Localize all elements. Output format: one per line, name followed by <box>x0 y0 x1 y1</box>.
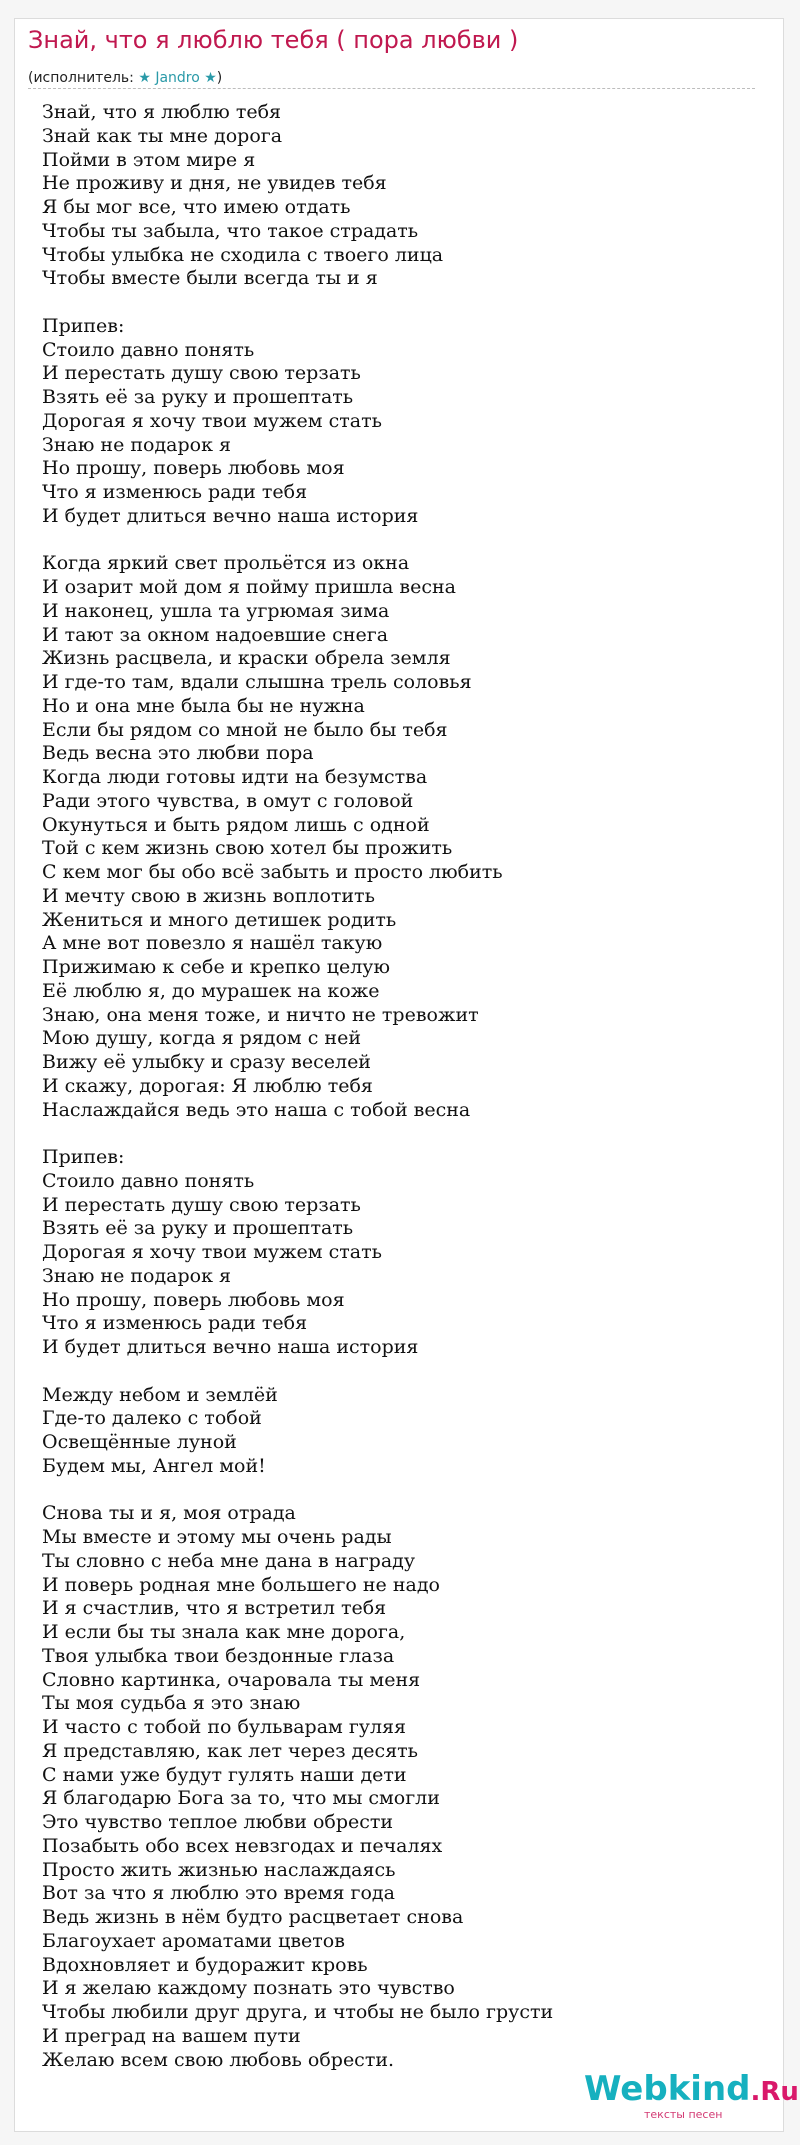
lyric-line: Ты моя судьба я это знаю <box>42 1692 301 1715</box>
lyric-line: И наконец, ушла та угрюмая зима <box>42 599 390 622</box>
lyric-line: Припев: <box>42 314 125 337</box>
lyric-line: И если бы ты знала как мне дорога, <box>42 1621 406 1643</box>
lyric-line: И я счастлив, что я встретил тебя <box>42 1597 387 1620</box>
blank-line <box>42 1122 553 1146</box>
lyric-line: Когда люди готовы идти на безумства <box>42 766 428 788</box>
lyric-line: С нами уже будут гулять наши дети <box>42 1763 407 1786</box>
lyric-line: Я представляю, как лет через десять <box>42 1739 419 1762</box>
lyric-line: Вот за что я люблю это время года <box>42 1882 395 1905</box>
lyric-line: Взять её за руку и прошептать <box>42 386 354 408</box>
lyric-line: И тают за окном надоевшие снега <box>42 623 389 646</box>
lyric-line: Не проживу и дня, не увидев тебя <box>42 172 387 195</box>
blank-line <box>42 291 553 315</box>
lyric-line: Стоило давно понять <box>42 1169 255 1192</box>
lyric-line: И будет длиться вечно наша история <box>42 504 419 527</box>
song-title: Знай, что я люблю тебя ( пора любви ) <box>28 26 519 54</box>
lyric-line: Но и она мне была бы не нужна <box>42 694 365 717</box>
lyric-line: Вдохновляет и будоражит кровь <box>42 1953 368 1976</box>
logo-tagline: тексты песен <box>644 2108 723 2121</box>
lyric-line: Ведь весна это любви пора <box>42 742 314 765</box>
lyric-line: Её люблю я, до мурашек на коже <box>42 979 380 1002</box>
lyric-line: Мы вместе и этому мы очень рады <box>42 1526 392 1548</box>
lyric-line: Будем мы, Ангел мой! <box>42 1454 266 1477</box>
artist-link[interactable]: ★ Jandro ★ <box>138 70 217 86</box>
lyric-line: Знай, что я люблю тебя <box>42 101 282 123</box>
lyric-line: Прижимаю к себе и крепко целую <box>42 956 391 978</box>
lyric-line: Чтобы любили друг друга, и чтобы не было грусти <box>42 2001 554 2023</box>
lyric-line: Припев: <box>42 1146 125 1168</box>
lyric-line: Это чувство теплое любви обрести <box>42 1811 394 1833</box>
lyric-line: Пойми в этом мире я <box>42 148 256 171</box>
lyric-line: А мне вот повезло я нашёл такую <box>42 932 383 955</box>
lyric-line: Словно картинка, очаровала ты меня <box>42 1668 421 1691</box>
lyric-line: Ты словно с неба мне дана в награду <box>42 1549 416 1572</box>
artist-prefix: (исполнитель: <box>28 70 139 86</box>
lyric-line: Освещённые луной <box>42 1431 237 1453</box>
lyric-line: Что я изменюсь ради тебя <box>42 481 308 503</box>
blank-line <box>42 1479 553 1503</box>
lyric-line: И перестать душу свою терзать <box>42 362 361 385</box>
lyric-line: Где-то далеко с тобой <box>42 1407 262 1430</box>
lyric-line: Но прошу, поверь любовь моя <box>42 1288 345 1311</box>
lyric-line: Желаю всем свою любовь обрести. <box>42 2048 395 2071</box>
lyric-line: И преград на вашем пути <box>42 2024 301 2047</box>
lyric-line: Но прошу, поверь любовь моя <box>42 457 345 480</box>
artist-line <box>28 70 755 89</box>
lyrics-text <box>42 101 553 2072</box>
lyric-line: Жизнь расцвела, и краски обрела земля <box>42 647 451 670</box>
lyric-line: Знаю, она меня тоже, и ничто не тревожит <box>42 1003 479 1026</box>
lyric-line: Снова ты и я, моя отрада <box>42 1502 296 1525</box>
lyric-line: Просто жить жизнью наслаждаясь <box>42 1858 396 1881</box>
logo-main-text: Webkind <box>584 2069 751 2109</box>
lyric-line: Если бы рядом со мной не было бы тебя <box>42 718 448 741</box>
lyric-line: И часто с тобой по бульварам гуляя <box>42 1716 407 1738</box>
lyric-line: Чтобы улыбка не сходила с твоего лица <box>42 243 444 266</box>
lyric-line: Той с кем жизнь свою хотел бы прожить <box>42 837 453 860</box>
lyric-line: Взять её за руку и прошептать <box>42 1217 354 1240</box>
lyric-line: И я желаю каждому познать это чувство <box>42 1977 455 2000</box>
lyric-line: Когда яркий свет прольётся из окна <box>42 552 410 575</box>
lyric-line: Позабыть обо всех невзгодах и печалях <box>42 1834 443 1857</box>
blank-line <box>42 529 553 553</box>
lyric-line: Между небом и землёй <box>42 1383 278 1406</box>
lyric-line: Чтобы ты забыла, что такое страдать <box>42 219 419 242</box>
lyric-line: И озарит мой дом я пойму пришла весна <box>42 576 456 598</box>
logo-domain-suffix: .Ru <box>750 2077 799 2107</box>
lyric-line: Ради этого чувства, в омут с головой <box>42 789 414 812</box>
lyric-line: И перестать душу свою терзать <box>42 1193 361 1216</box>
lyric-line: Чтобы вместе были всегда ты и я <box>42 267 378 290</box>
lyric-line: И скажу, дорогая: Я люблю тебя <box>42 1074 373 1097</box>
lyric-line: Дорогая я хочу твои мужем стать <box>42 1241 382 1263</box>
artist-suffix: ) <box>216 70 223 86</box>
lyric-line: Вижу её улыбку и сразу веселей <box>42 1051 371 1073</box>
lyric-line: И мечту свою в жизнь воплотить <box>42 884 375 907</box>
blank-line <box>42 1360 553 1384</box>
site-logo[interactable] <box>584 2069 799 2109</box>
lyric-line: И поверь родная мне большего не надо <box>42 1573 440 1596</box>
lyric-line: Знай как ты мне дорога <box>42 124 283 147</box>
lyric-line: Я благодарю Бога за то, что мы смогли <box>42 1787 440 1810</box>
lyric-line: Наслаждайся ведь это наша с тобой весна <box>42 1098 471 1121</box>
lyric-line: Окунуться и быть рядом лишь с одной <box>42 813 430 836</box>
lyric-line: Я бы мог все, что имею отдать <box>42 196 351 218</box>
lyric-line: Стоило давно понять <box>42 338 255 361</box>
lyric-line: Мою душу, когда я рядом с ней <box>42 1027 361 1050</box>
lyric-line: И где-то там, вдали слышна трель соловья <box>42 671 472 693</box>
lyric-line: Жениться и много детишек родить <box>42 908 397 931</box>
lyric-line: Дорогая я хочу твои мужем стать <box>42 409 382 432</box>
lyric-line: Благоухает ароматами цветов <box>42 1929 345 1952</box>
lyric-line: Твоя улыбка твои бездонные глаза <box>42 1644 395 1667</box>
lyric-line: И будет длиться вечно наша история <box>42 1336 419 1358</box>
lyric-line: Ведь жизнь в нём будто расцветает снова <box>42 1906 464 1928</box>
lyric-line: Что я изменюсь ради тебя <box>42 1312 308 1335</box>
lyric-line: Знаю не подарок я <box>42 1264 231 1287</box>
lyric-line: С кем мог бы обо всё забыть и просто любить <box>42 861 503 883</box>
lyric-line: Знаю не подарок я <box>42 433 231 456</box>
